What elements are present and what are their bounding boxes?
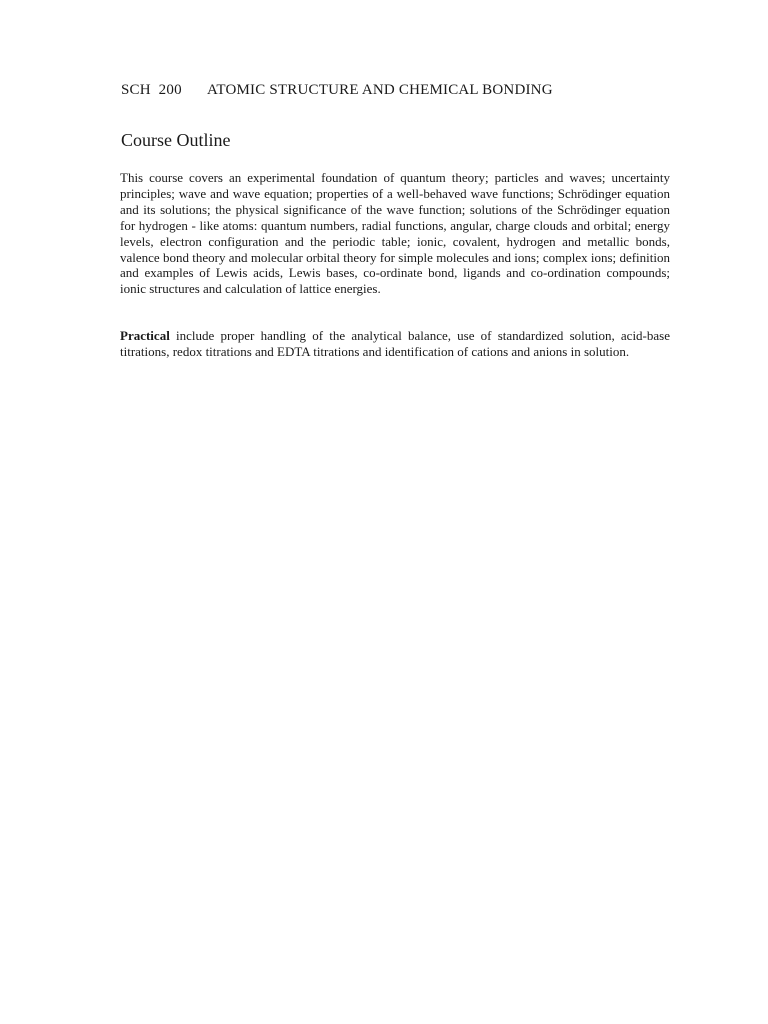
practical-text: include proper handling of the analytical balance, use of standardized solution, acid-base titrations, redox titrations and EDTA titrations and identification of cations and anions in solution.: [120, 328, 670, 359]
section-title: Course Outline: [121, 130, 231, 150]
practical-paragraph: [120, 328, 670, 360]
outline-paragraph: This course covers an experimental foundation of quantum theory; particles and waves; uncertainty principles; wave and wave equation; properties of a well-behaved wave functions; Schrödinger equation and its solutions; the physical significance of the wave function; solutions of the Schrödinger equation for hydrogen - like atoms: quantum numbers, radial functions, angular, charge clouds and orbital; energy levels, electron configuration and the periodic table; ionic, covalent, hydrogen and metallic bonds, valence bond theory and molecular orbital theory for simple molecules and ions; complex ions; definition and examples of Lewis acids, Lewis bases, co-ordinate bond, ligands and co-ordination compounds; ionic structures and calculation of lattice energies.: [120, 170, 670, 297]
practical-label: Practical: [120, 328, 170, 343]
course-heading: [121, 82, 553, 99]
course-title: ATOMIC STRUCTURE AND CHEMICAL BONDING: [207, 82, 553, 98]
course-code: SCH 200: [121, 82, 182, 98]
